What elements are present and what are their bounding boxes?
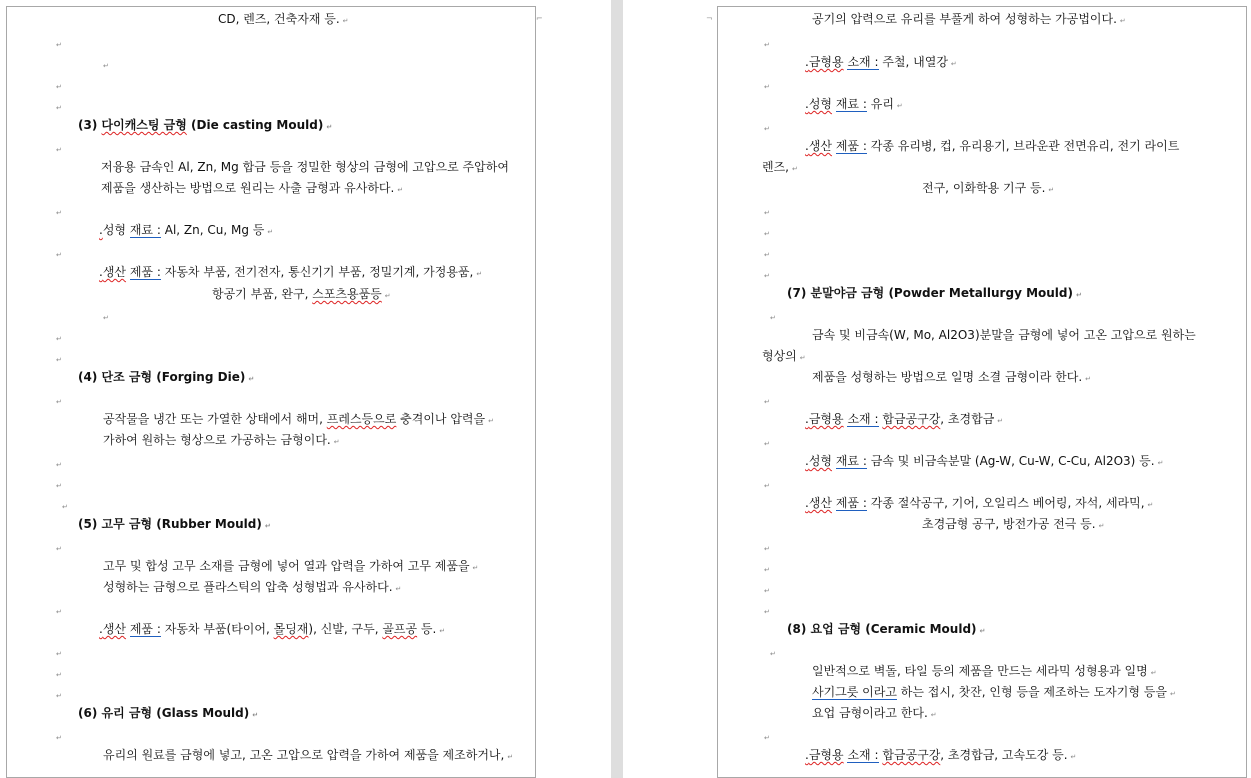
paragraph-mark: ↵ — [764, 398, 770, 406]
section-heading-forging: (4) 단조 금형 (Forging Die) ↵ — [78, 370, 255, 384]
product-line: .생산 제품 : 자동차 부품(타이어, 몰딩재), 신발, 구두, 골프공 등. ↵ — [99, 622, 446, 636]
page-gap — [607, 0, 717, 778]
mold-material-line: .금형용 소재 : 주철, 내열강 ↵ — [805, 55, 957, 69]
text-line: 전구, 이화학용 기구 등. ↵ — [922, 181, 1055, 195]
paragraph-mark: ↵ — [56, 545, 62, 553]
text-line: 제품을 생산하는 방법으로 원리는 사출 금형과 유사하다. ↵ — [101, 181, 404, 195]
paragraph-mark: ↵ — [62, 503, 68, 511]
section-heading-die-casting: (3) 다이캐스팅 금형 (Die casting Mould) ↵ — [78, 118, 333, 132]
text-line: 렌즈, ↵ — [762, 160, 798, 174]
paragraph-mark: ↵ — [764, 125, 770, 133]
section-heading-ceramic: (8) 요업 금형 (Ceramic Mould) ↵ — [787, 622, 986, 636]
paragraph-mark: ↵ — [103, 62, 109, 70]
text-line: 공기의 압력으로 유리를 부풀게 하여 성형하는 가공법이다. ↵ — [812, 12, 1126, 26]
paragraph-mark: ↵ — [56, 335, 62, 343]
paragraph-mark: ↵ — [764, 209, 770, 217]
material-line: .성형 재료 : 금속 및 비금속분말 (Ag-W, Cu-W, C-Cu, Al2O3) 등. ↵ — [805, 454, 1164, 468]
paragraph-mark: ↵ — [764, 41, 770, 49]
text-line: 요업 금형이라고 한다. ↵ — [812, 706, 937, 720]
paragraph-mark: ↵ — [56, 83, 62, 91]
mold-material-line: .금형용 소재 : 합금공구강, 초경합금 ↵ — [805, 412, 1004, 426]
crop-mark: ¬ — [706, 14, 713, 23]
text-line: 유리의 원료를 금형에 넣고, 고온 고압으로 압력을 가하여 제품을 제조하거나, ↵ — [103, 748, 514, 762]
product-line: .생산 제품 : 자동차 부품, 전기전자, 통신기기 부품, 정밀기계, 가정용품, ↵ — [99, 265, 483, 279]
paragraph-mark: ↵ — [56, 692, 62, 700]
paragraph-mark: ↵ — [56, 146, 62, 154]
text-line: 저융용 금속인 Al, Zn, Mg 합금 등을 정밀한 형상의 금형에 고압으로 주압하여 — [101, 160, 509, 174]
paragraph-mark: ↵ — [56, 251, 62, 259]
material-line: .성형 재료 : Al, Zn, Cu, Mg 등 ↵ — [99, 223, 274, 237]
text-line: 일반적으로 벽돌, 타일 등의 제품을 만드는 세라믹 성형용과 일명 ↵ — [812, 664, 1157, 678]
paragraph-mark: ↵ — [764, 440, 770, 448]
paragraph-mark: ↵ — [764, 482, 770, 490]
paragraph-mark: ↵ — [764, 608, 770, 616]
mold-material-line: .금형용 소재 : 합금공구강, 초경합금, 고속도강 등. ↵ — [805, 748, 1077, 762]
document-page-right — [717, 6, 1247, 778]
text-line: 공작물을 냉간 또는 가열한 상태에서 해머, 프레스등으로 충격이나 압력을 ↵ — [103, 412, 494, 426]
paragraph-mark: ↵ — [56, 671, 62, 679]
product-line: .생산 제품 : 각종 절삭공구, 기어, 오일리스 베어링, 자석, 세라믹, ↵ — [805, 496, 1154, 510]
text-line: 성형하는 금형으로 플라스틱의 압축 성형법과 유사하다. ↵ — [103, 580, 402, 594]
text-line: 가하여 원하는 형상으로 가공하는 금형이다. ↵ — [103, 433, 340, 447]
product-line: .생산 제품 : 각종 유리병, 컵, 유리용기, 브라운관 전면유리, 전기 라이트 — [805, 139, 1180, 153]
paragraph-mark: ↵ — [56, 461, 62, 469]
product-line: 항공기 부품, 완구, 스포츠용품등 ↵ — [212, 287, 391, 301]
text-line: 제품을 성형하는 방법으로 일명 소결 금형이라 한다. ↵ — [812, 370, 1092, 384]
paragraph-mark: ↵ — [764, 230, 770, 238]
text-line: 형상의 ↵ — [762, 349, 806, 363]
section-heading-rubber: (5) 고무 금형 (Rubber Mould) ↵ — [78, 517, 271, 531]
section-heading-powder-metallurgy: (7) 분말야금 금형 (Powder Metallurgy Mould) ↵ — [787, 286, 1082, 300]
paragraph-mark: ↵ — [56, 734, 62, 742]
text-line: CD, 렌즈, 건축자재 등. ↵ — [218, 12, 349, 26]
paragraph-mark: ↵ — [56, 650, 62, 658]
paragraph-mark: ↵ — [764, 83, 770, 91]
section-heading-glass: (6) 유리 금형 (Glass Mould) ↵ — [78, 706, 259, 720]
paragraph-mark: ↵ — [103, 314, 109, 322]
paragraph-mark: ↵ — [764, 587, 770, 595]
paragraph-mark: ↵ — [56, 41, 62, 49]
material-line: .성형 재료 : 유리 ↵ — [805, 97, 903, 111]
text-line: 고무 및 합성 고무 소재를 금형에 넣어 열과 압력을 가하여 고무 제품을 ↵ — [103, 559, 479, 573]
paragraph-mark: ↵ — [764, 272, 770, 280]
paragraph-mark: ↵ — [56, 608, 62, 616]
paragraph-mark: ↵ — [770, 314, 776, 322]
paragraph-mark: ↵ — [764, 734, 770, 742]
paragraph-mark: ↵ — [56, 209, 62, 217]
paragraph-mark: ↵ — [770, 650, 776, 658]
paragraph-mark: ↵ — [56, 356, 62, 364]
paragraph-mark: ↵ — [56, 398, 62, 406]
page-gap-shadow — [611, 0, 623, 778]
paragraph-mark: ↵ — [764, 251, 770, 259]
paragraph-mark: ↵ — [56, 482, 62, 490]
paragraph-mark: ↵ — [764, 566, 770, 574]
text-line: 초경금형 공구, 방전가공 전극 등. ↵ — [922, 517, 1105, 531]
text-line: 금속 및 비금속(W, Mo, Al2O3)분말을 금형에 넣어 고온 고압으로 원하는 — [812, 328, 1196, 342]
text-line: 사기그릇 이라고 하는 접시, 찻잔, 인형 등을 제조하는 도자기형 등을 ↵ — [812, 685, 1176, 699]
paragraph-mark: ↵ — [56, 104, 62, 112]
crop-mark: ⌐ — [536, 14, 543, 23]
paragraph-mark: ↵ — [764, 545, 770, 553]
